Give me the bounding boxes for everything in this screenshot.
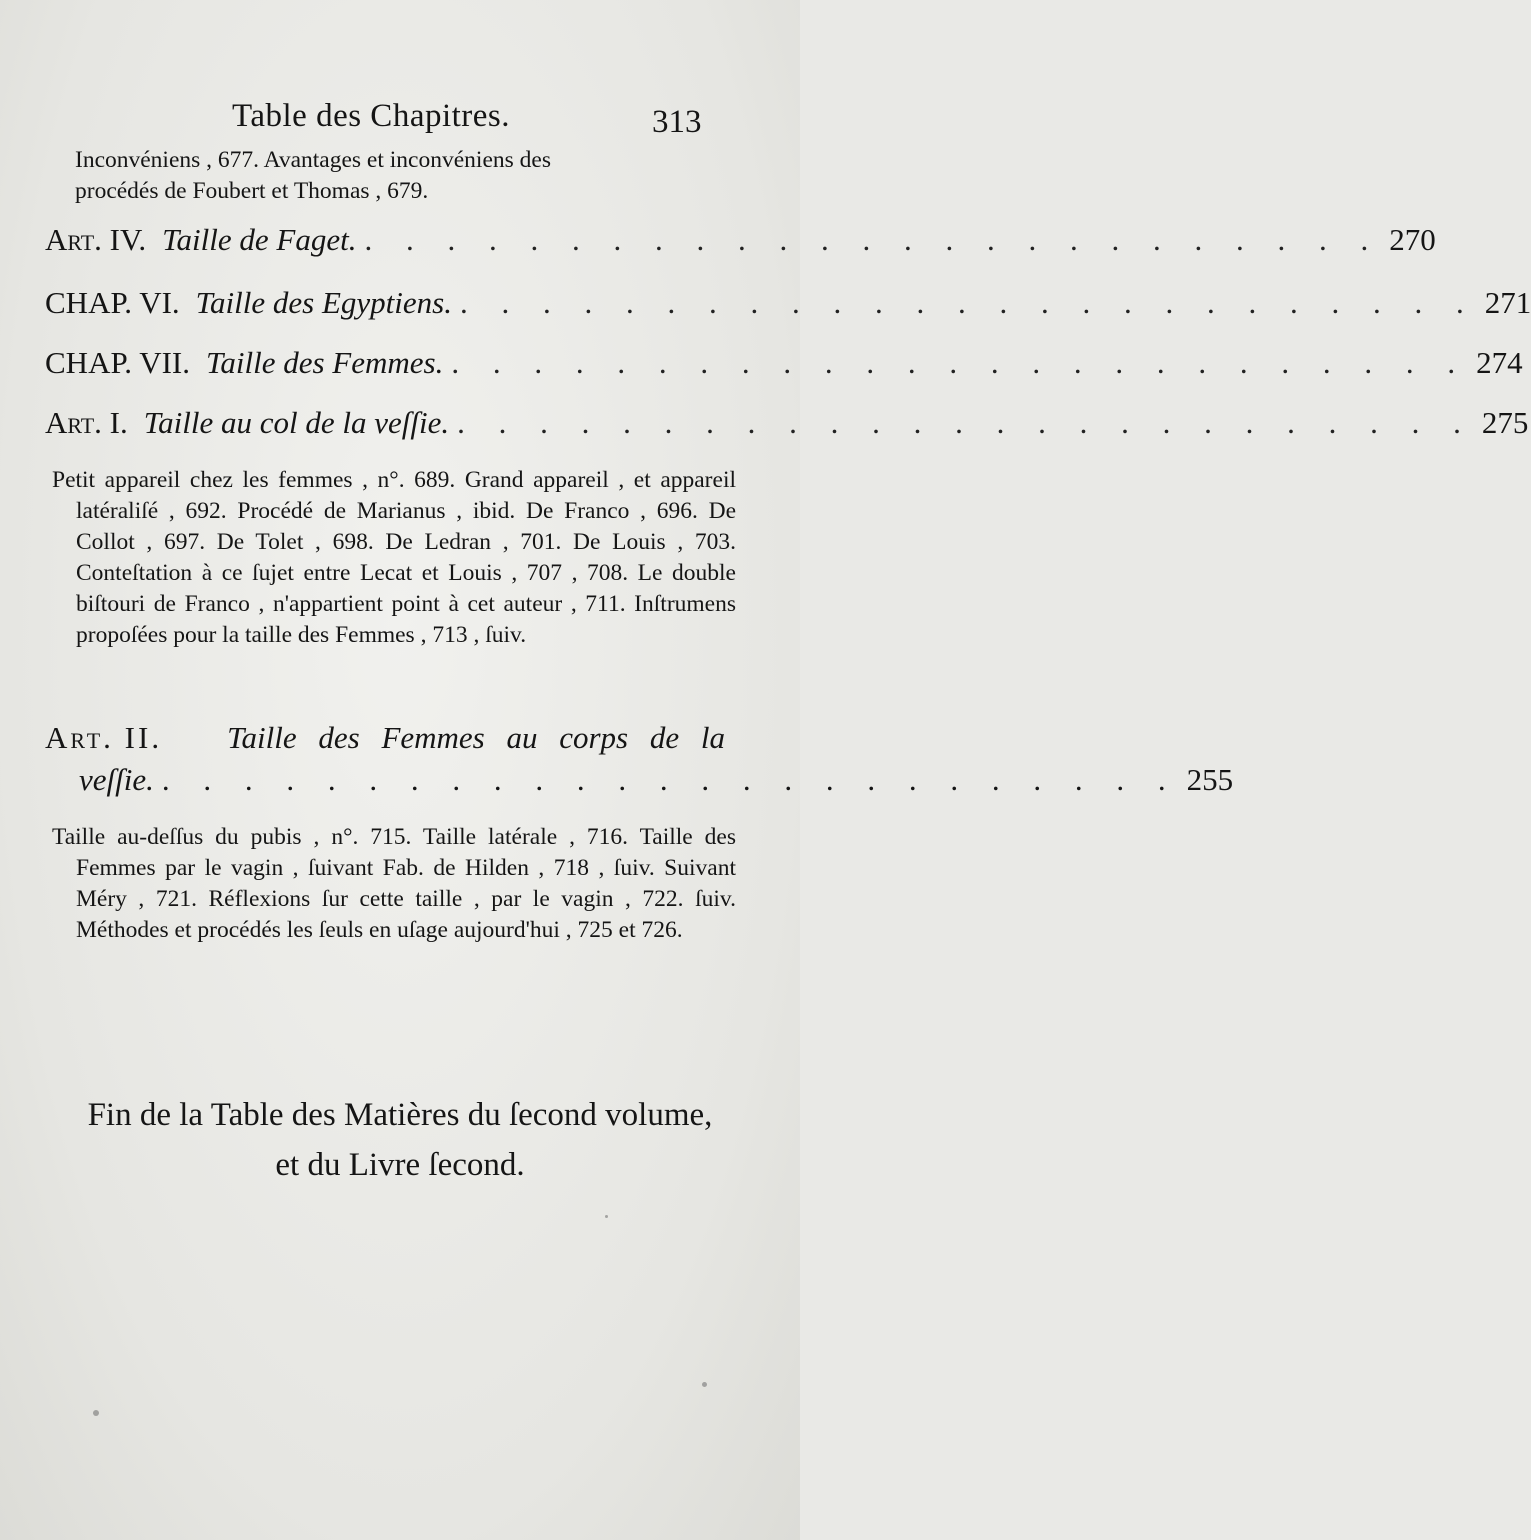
entry-title-continued: veſſie. — [79, 762, 154, 797]
toc-entry-art-i — [45, 405, 1529, 449]
dot-leader: . . . . . . . . . . . . . . . . . . . . . . . . . — [451, 345, 1469, 380]
entry-title: Taille des Femmes. — [205, 345, 444, 380]
entry-line — [45, 720, 725, 756]
running-title: Table des Chapitres. — [232, 98, 511, 134]
paper-speck — [605, 1215, 608, 1218]
entry-description: Petit appareil chez les femmes , n°. 689. Grand appareil , et appareil latéraliſé , 692. Procédé de Marianus , ibid. De Franco , 696. De Collot , 697. De Tolet , 698. De Ledran , 701. De Louis , 703. Conteſtation à ce ſujet entre Lecat et Louis , 707 , 708. Le double biſtouri de Franco , n'appartient point à cet auteur , 711. Inſtrumens propoſées pour la taille des Femmes , 713 , ſuiv. — [52, 467, 736, 648]
entry-page: 270 — [1389, 222, 1436, 257]
toc-entry-chap-vi — [45, 285, 1531, 329]
entry-line — [45, 762, 1234, 798]
intro-line: Inconvéniens , 677. Avantages et inconvéniens des — [75, 147, 551, 173]
entry-title: Taille au col de la veſſie. — [143, 405, 450, 440]
entry-description: Taille au-deſſus du pubis , n°. 715. Taille latérale , 716. Taille des Femmes par le vagin , ſuivant Fab. de Hilden , 718 , ſuiv. Suivant Méry , 721. Réflexions ſur cette taille , par le vagin , 722. ſuiv. Méthodes et procédés les ſeuls en uſage aujourd'hui , 725 et 726. — [52, 824, 736, 943]
closing-line: Fin de la Table des Matières du ſecond volume, — [87, 1097, 713, 1133]
dot-leader: . . . . . . . . . . . . . . . . . . . . . . . . . — [457, 405, 1474, 440]
toc-entry-art-ii — [45, 720, 1234, 798]
closing-line: et du Livre ſecond. — [275, 1147, 525, 1183]
entry-title: Taille des Egyptiens. — [195, 285, 452, 320]
closing-statement — [0, 1090, 800, 1190]
entry-label: Art. I. — [45, 405, 128, 440]
entry-title: Taille de Faget. — [162, 222, 357, 257]
paper-speck — [702, 1382, 707, 1387]
dot-leader: . . . . . . . . . . . . . . . . . . . . . . . . . — [459, 285, 1477, 320]
dot-leader: . . . . . . . . . . . . . . . . . . . . . . . . . — [364, 222, 1382, 257]
entry-page: 255 — [1186, 762, 1234, 797]
page-number: 313 — [652, 104, 702, 140]
toc-entry-art-iv — [45, 222, 1436, 266]
toc-entry-chap-vii — [45, 345, 1523, 389]
entry-page: 275 — [1481, 405, 1529, 440]
entry-page: 271 — [1484, 285, 1531, 320]
intro-line: procédés de Foubert et Thomas , 679. — [75, 178, 429, 204]
entry-title: Taille des Femmes au corps de la — [227, 720, 725, 755]
entry-label: Art. IV. — [45, 222, 147, 257]
intro-paragraph — [75, 145, 725, 207]
entry-page: 274 — [1476, 345, 1523, 380]
entry-label: CHAP. VI. — [45, 285, 180, 320]
entry-label: Art. II. — [45, 720, 163, 755]
paper-speck — [93, 1410, 99, 1416]
entry-label: CHAP. VII. — [45, 345, 190, 380]
dot-leader: . . . . . . . . . . . . . . . . . . . . . . . . . — [161, 762, 1179, 797]
